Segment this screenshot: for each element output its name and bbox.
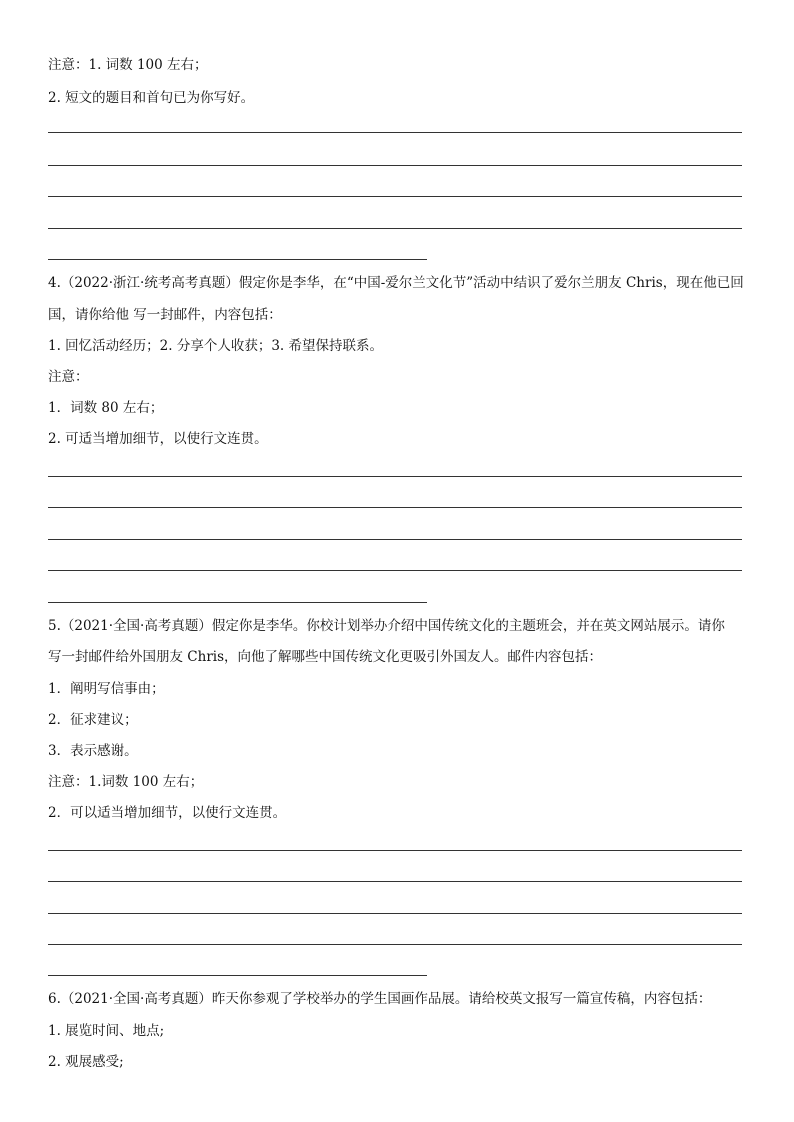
q5-point-3: 3．表示感谢。	[48, 743, 138, 759]
q5-point-1: 1．阐明写信事由；	[48, 681, 165, 697]
answer-line	[48, 913, 742, 914]
q4-note-details: 2. 可适当增加细节，以使行文连贯。	[48, 431, 268, 447]
answer-line	[48, 259, 427, 260]
note-word-count: 注意：1. 词数 100 左右；	[48, 57, 208, 73]
q5-point-2: 2．征求建议；	[48, 712, 138, 728]
answer-line	[48, 602, 427, 603]
q4-prompt-line1: 4.（2022·浙江·统考高考真题）假定你是李华，在“中国-爱尔兰文化节”活动中结识了爱尔兰朋友 Chris，现在他已回	[48, 275, 744, 291]
answer-line	[48, 570, 742, 571]
answer-line	[48, 196, 742, 197]
q4-points: 1. 回忆活动经历；2. 分享个人收获；3. 希望保持联系。	[48, 338, 384, 354]
q4-note-word-count: 1．词数 80 左右；	[48, 400, 164, 416]
q6-point-2: 2. 观展感受;	[48, 1054, 124, 1070]
answer-line	[48, 507, 742, 508]
q5-prompt-line2: 写一封邮件给外国朋友 Chris，向他了解哪些中国传统文化更吸引外国友人。邮件内容包括：	[48, 649, 603, 665]
answer-line	[48, 539, 742, 540]
answer-line	[48, 132, 742, 133]
answer-line	[48, 975, 427, 976]
q5-note-details: 2．可以适当增加细节，以使行文连贯。	[48, 805, 287, 821]
answer-line	[48, 228, 742, 229]
note-title-given: 2. 短文的题目和首句已为你写好。	[48, 90, 255, 106]
answer-line	[48, 881, 742, 882]
answer-line	[48, 165, 742, 166]
q4-prompt-line2: 国，请你给他 写一封邮件，内容包括：	[48, 307, 282, 323]
q5-note-word-count: 注意：1.词数 100 左右；	[48, 774, 204, 790]
answer-line	[48, 850, 742, 851]
answer-line	[48, 476, 742, 477]
q6-prompt-line1: 6.（2021·全国·高考真题）昨天你参观了学校举办的学生国画作品展。请给校英文报写一篇宣传稿，内容包括：	[48, 991, 712, 1007]
answer-line	[48, 944, 742, 945]
q6-point-1: 1. 展览时间、地点;	[48, 1023, 165, 1039]
q5-prompt-line1: 5.（2021·全国·高考真题）假定你是李华。你校计划举办介绍中国传统文化的主题班会，并在英文网站展示。请你	[48, 618, 725, 634]
q4-note-title: 注意：	[48, 369, 89, 385]
